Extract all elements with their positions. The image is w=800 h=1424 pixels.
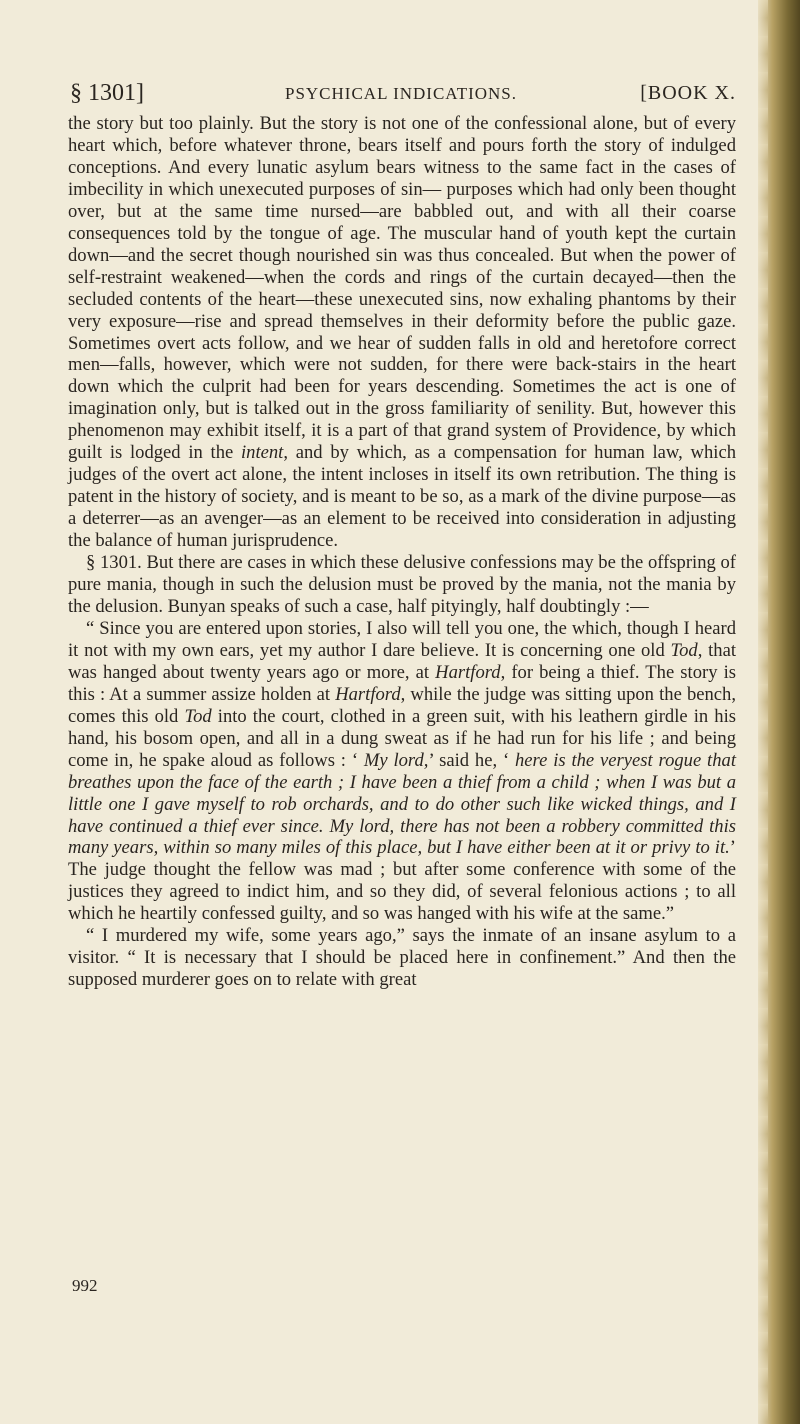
- text-run: the story but too plainly. But the story is not one of the confessional alone, but of every heart which, before whatever throne, bears itself and pours forth the story of indulged conceptions. And every lunatic asylum bears witness to the same fact in the cases of imbecility in which unexecuted purposes of sin— purposes which had only been thought over, but at the same time nursed—are babbled out, and with all their coarse consequences told by the tongue of age. The muscular hand of youth kept the curtain down—and the secret though nourished sin was thus concealed. But when the power of self-restraint weakened—when the cords and rings of the curtain decayed—then the secluded contents of the heart—these unexecuted sins, now exhaling phantoms by their very exposure—rise and spread themselves in their deformity before the public gaze. Sometimes overt acts follow, and we hear of sudden falls in old and heretofore correct men—falls, however, which were not sudden, for there were back-stairs in the heart down which the culprit had been for years descending. Sometimes the act is one of imagination only, but is talked out in the gross familiarity of senility. But, however this phenomenon may exhibit itself, it is a part of that grand system of Providence, by which guilt is lodged in the: [68, 113, 736, 464]
- italic-run: Hartford: [335, 683, 401, 705]
- header-book-number: [BOOK X.: [640, 82, 736, 104]
- italic-run: here is the veryest rogue that breathes upon the face of the earth ; I have been a thief from a child ; when I was but a little one I gave myself to rob orchards, and to do other such like wicked things, and I have continued a thief ever since. My lord, there has not been a robbery committed this many years, within so many miles of this place, but I have either been at it or privy to it.: [68, 749, 736, 859]
- text-run: “ I murdered my wife, some years ago,” says the inmate of an insane asylum to a visitor. “ It is necessary that I should be placed here in confinement.” And then the supposed murderer goes on to relate with great: [68, 925, 736, 991]
- page-number: 992: [72, 1276, 98, 1295]
- text-run: “ Since you are entered upon stories, I also will tell you one, the which, though I heard it not with my own ears, yet my author I dare believe. It is concerning one old: [68, 617, 736, 661]
- paragraph-1: [68, 113, 736, 552]
- text-run: , that was hanged about twenty years ago or more, at: [68, 639, 737, 683]
- page-edge-shadow: [758, 0, 800, 1424]
- paragraph-3-quotation: [68, 618, 736, 925]
- body-text: [68, 113, 736, 991]
- text-run: , and by which, as a compensation for human law, which judges of the overt act alone, the intent incloses in itself its own retribution. The thing is patent in the history of society, and is meant to be so, as a mark of the divine purpose—as a deterrer—as an avenger—as an element to be received into consideration in adjusting the balance of human jurisprudence.: [68, 442, 736, 552]
- header-title: PSYCHICAL INDICATIONS.: [285, 84, 517, 103]
- paragraph-2: [68, 552, 736, 618]
- text-run: , while the judge was sitting upon the bench, comes this old: [68, 683, 736, 727]
- header-section-number: § 1301]: [70, 80, 144, 106]
- text-run: § 1301. But there are cases in which these delusive confessions may be the offspring of pure mania, though in such the delusion must be proved by the mania, not the mania by the delusion. Bunyan speaks of such a case, half pityingly, half doubtingly :—: [68, 552, 736, 617]
- italic-run: My lord,: [363, 749, 429, 771]
- text-run: into the court, clothed in a green suit, with his leathern girdle in his hand, his bosom open, and all in a dung sweat as if he had run for his life ; and being come in, he spake aloud as follows : ‘: [68, 705, 736, 771]
- text-run: ’ said he, ‘: [428, 749, 515, 771]
- italic-run: Tod: [184, 705, 212, 727]
- paragraph-4: [68, 925, 736, 991]
- italic-run: intent: [241, 442, 284, 464]
- running-header: [70, 80, 736, 108]
- text-run: ’ The judge thought the fellow was mad ; but after some conference with some of the justices they agreed to indict him, and so they did, of several felonious actions ; to all which he heartily confessed guilty, and so was hanged with his wife at the same.”: [68, 837, 736, 925]
- italic-run: Hartford: [435, 661, 501, 683]
- italic-run: Tod: [670, 639, 698, 661]
- text-run: , for being a thief. The story is this : At a summer assize holden at: [68, 661, 736, 705]
